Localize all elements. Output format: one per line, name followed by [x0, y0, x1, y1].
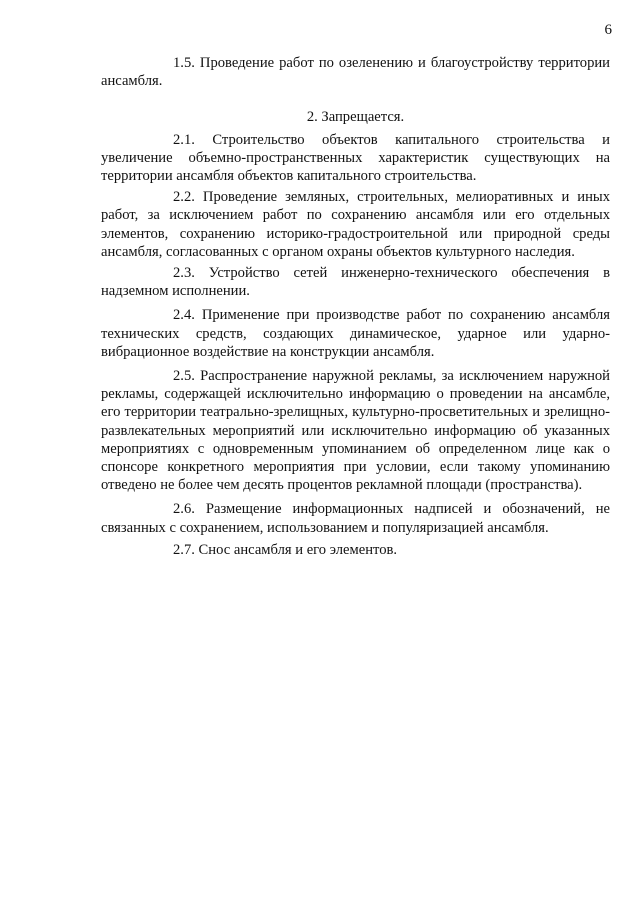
paragraph-text: Снос ансамбля и его элементов.: [198, 541, 398, 558]
paragraph-number: 1.5.: [173, 55, 195, 71]
paragraph-text: Размещение информационных надписей и обозначений, не связанных с сохранением, использованием и популяризацией ансамбля.: [101, 501, 610, 536]
paragraph-1-5: [101, 54, 610, 90]
paragraph-number: 2.7.: [173, 541, 195, 558]
paragraph-number: 2.3.: [173, 265, 195, 282]
page-number: 6: [604, 22, 612, 38]
paragraph-2-7: [101, 541, 610, 559]
section-heading: 2. Запрещается.: [306, 109, 405, 126]
paragraph-2-6: [101, 500, 610, 536]
paragraph-text: Проведение работ по озеленению и благоустройству территории ансамбля.: [101, 55, 610, 90]
paragraph-text: Распространение наружной рекламы, за исключением наружной рекламы, содержащей исключительно информацию о проведении на ансамбле, его территории театрально-зрелищных, культурно-просветительных и зрелищно-развлекательных мероприятий или исключительно информацию об указанных мероприятиях с одновременным упоминанием об определенном лице как о спонсоре конкретного мероприятия при условии, если такому упоминанию отведено не более чем десять процентов рекламной площади (пространства).: [101, 368, 610, 494]
paragraph-text: Проведение земляных, строительных, мелиоративных и иных работ, за исключением работ по сохранению ансамбля или его отдельных элементов, сохранению историко-градостроительной или природной среды ансамбля, согласованных с органом охраны объектов культурного наследия.: [101, 189, 610, 260]
paragraph-number: 2.1.: [173, 131, 195, 148]
paragraph-number: 2.6.: [173, 501, 195, 518]
paragraph-2-5: [101, 367, 610, 494]
paragraph-2-2: [101, 188, 610, 261]
paragraph-text: Устройство сетей инженерно-технического обеспечения в надземном исполнении.: [101, 265, 610, 300]
paragraph-text: Строительство объектов капитального строительства и увеличение объемно-пространственных характеристик существующих на территории ансамбля объектов капитального строительства.: [101, 131, 610, 185]
paragraph-number: 2.4.: [173, 307, 195, 324]
paragraph-2-4: [101, 306, 610, 361]
paragraph-2-1: [101, 131, 610, 186]
paragraph-number: 2.2.: [173, 189, 195, 206]
document-body: [101, 54, 610, 559]
paragraph-number: 2.5.: [173, 368, 195, 385]
paragraph-text: Применение при производстве работ по сохранению ансамбля технических средств, создающих динамическое, ударное или ударно-вибрационное воздействие на конструкции ансамбля.: [101, 307, 610, 360]
paragraph-2-3: [101, 264, 610, 300]
